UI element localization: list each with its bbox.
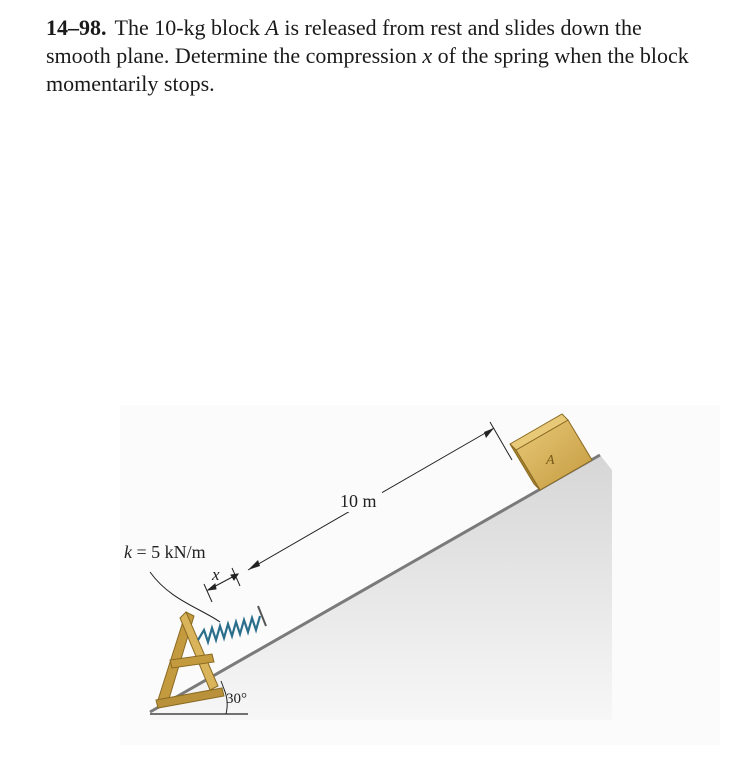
compression-label: x xyxy=(212,565,220,584)
block-a-label: A xyxy=(546,453,555,468)
spring-constant-var: k xyxy=(124,542,132,562)
problem-number: 14–98. xyxy=(46,15,107,40)
distance-label: 10 m xyxy=(340,491,377,511)
problem-var-x: x xyxy=(422,43,433,68)
angle-label: 30° xyxy=(226,691,247,707)
problem-text-2: is released from rest and slides down the smooth plane. Determine the compression xyxy=(46,15,642,68)
problem-text-1: The 10-kg block xyxy=(114,15,266,40)
spring-constant-label xyxy=(124,542,206,562)
problem-text-3: of the spring when the block momentarily stops. xyxy=(46,43,689,96)
problem-block-label: A xyxy=(265,15,279,40)
spring-constant-value: = 5 kN/m xyxy=(132,542,206,562)
